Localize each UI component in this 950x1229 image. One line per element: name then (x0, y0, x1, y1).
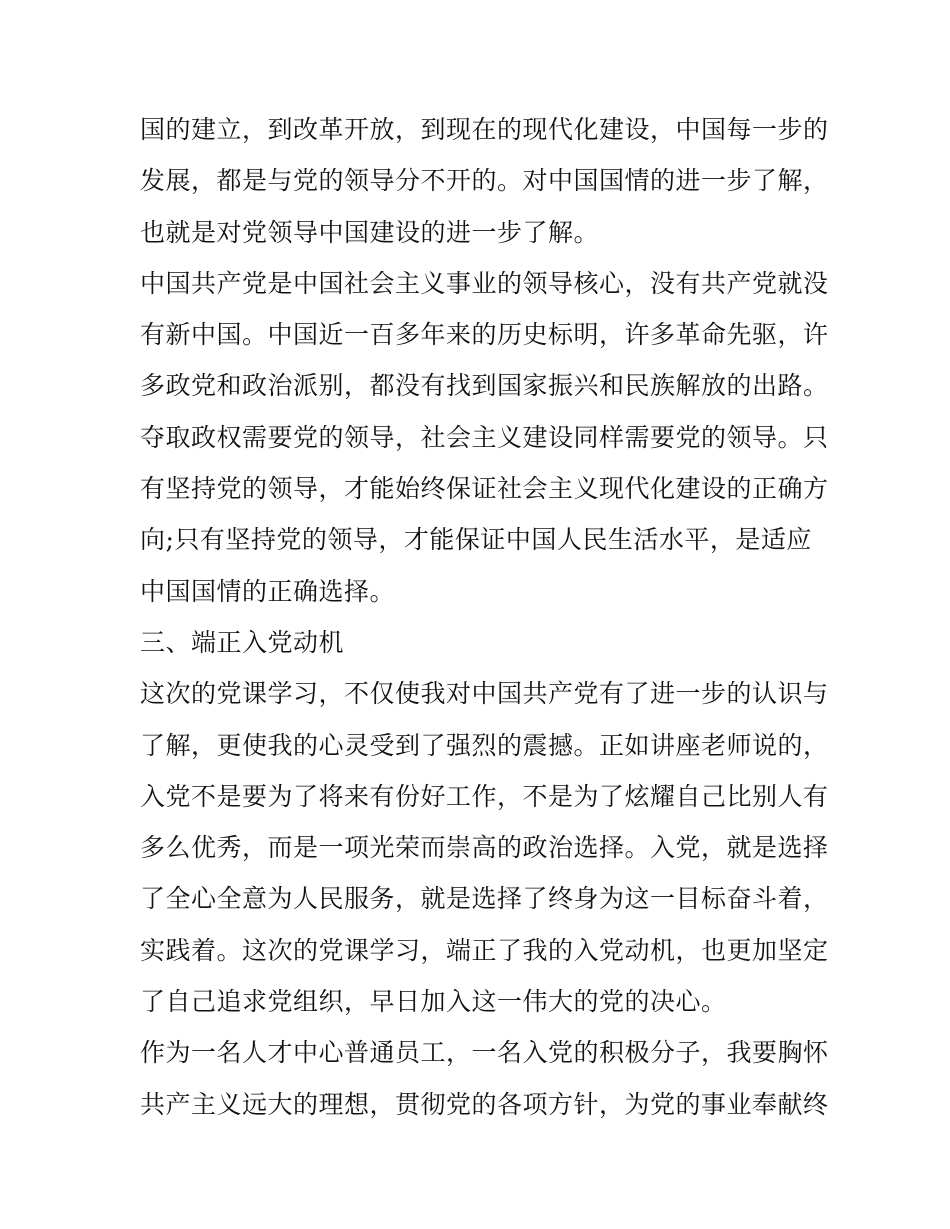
text-line: 共产主义远大的理想，贯彻党的各项方针，为党的事业奉献终 (140, 1089, 829, 1119)
text-line: 实践着。这次的党课学习，端正了我的入党动机，也更加坚定 (140, 935, 829, 965)
text-line: 中国国情的正确选择。 (140, 576, 396, 606)
text-line: 也就是对党领导中国建设的进一步了解。 (140, 217, 600, 247)
text-line: 多政党和政治派别，都没有找到国家振兴和民族解放的出路。 (140, 371, 829, 401)
text-line: 入党不是要为了将来有份好工作，不是为了炫耀自己比别人有 (140, 781, 829, 811)
text-line: 了自己追求党组织，早日加入这一伟大的党的决心。 (140, 987, 727, 1017)
text-line: 多么优秀，而是一项光荣而崇高的政治选择。入党，就是选择 (140, 833, 829, 863)
text-line: 作为一名人才中心普通员工，一名入党的积极分子，我要胸怀 (140, 1038, 829, 1068)
text-line: 发展，都是与党的领导分不开的。对中国国情的进一步了解， (140, 166, 829, 196)
document-body (140, 104, 829, 1130)
text-line: 国的建立，到改革开放，到现在的现代化建设，中国每一步的 (140, 115, 829, 144)
text-line: 中国共产党是中国社会主义事业的领导核心，没有共产党就没 (140, 268, 829, 298)
text-line: 了解，更使我的心灵受到了强烈的震撼。正如讲座老师说的， (140, 730, 829, 760)
text-line: 有坚持党的领导，才能始终保证社会主义现代化建设的正确方 (140, 474, 829, 504)
text-line: 有新中国。中国近一百多年来的历史标明，许多革命先驱，许 (140, 320, 829, 350)
section-heading: 三、端正入党动机 (140, 627, 345, 657)
text-line: 夺取政权需要党的领导，社会主义建设同样需要党的领导。只 (140, 422, 829, 452)
text-line: 这次的党课学习，不仅使我对中国共产党有了进一步的认识与 (140, 679, 829, 709)
text-line: 了全心全意为人民服务，就是选择了终身为这一目标奋斗着， (140, 884, 829, 914)
text-line: 向;只有坚持党的领导，才能保证中国人民生活水平，是适应 (140, 525, 812, 555)
